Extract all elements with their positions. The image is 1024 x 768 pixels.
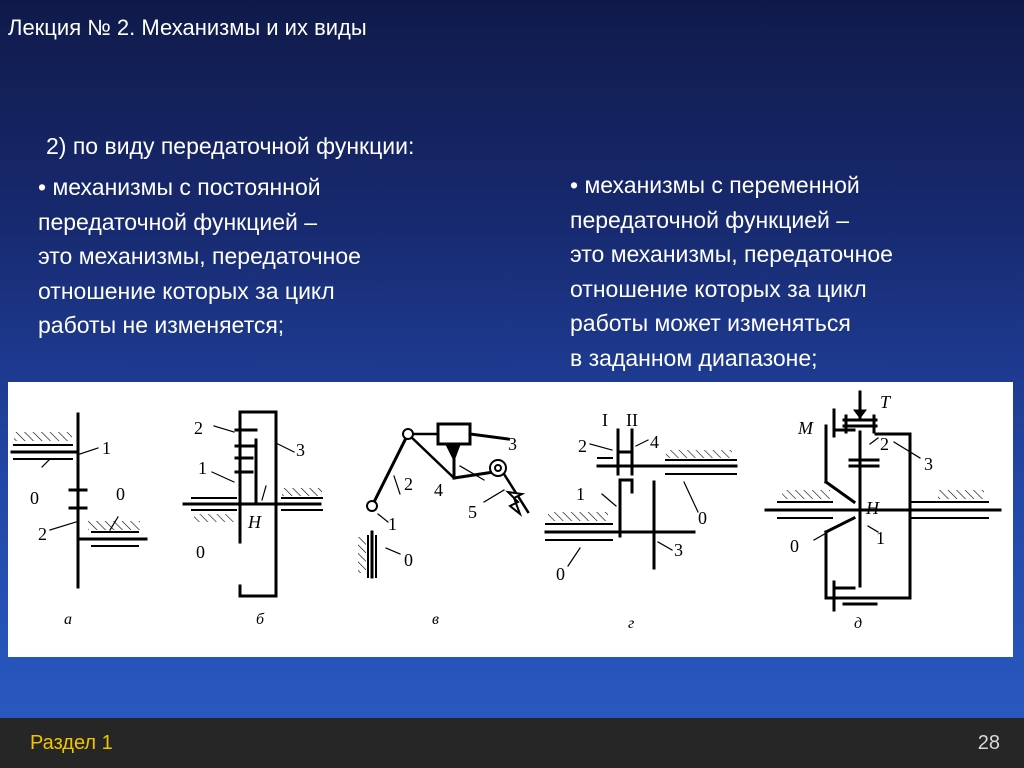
leader (278, 444, 294, 452)
label-b-2: 2 (194, 418, 203, 438)
scheme-captions (64, 611, 862, 632)
leader (80, 448, 98, 454)
leader (568, 548, 580, 566)
ground-hatch (358, 537, 366, 573)
text-line: • механизмы с переменной (570, 172, 860, 198)
caption-v: в (432, 611, 439, 628)
leader (214, 426, 234, 432)
label-a-2: 2 (38, 524, 47, 544)
leader (590, 444, 612, 450)
label-b-H: H (248, 512, 261, 532)
label-d-M: M (798, 418, 813, 438)
slider-4 (438, 424, 470, 444)
scheme-v (358, 424, 528, 577)
carrier-H (826, 518, 854, 532)
text-line: отношение которых за цикл (570, 275, 867, 302)
text-line: в заданном диапазоне; (570, 344, 818, 371)
label-b-3: 3 (296, 440, 305, 460)
caption-a: а (64, 611, 72, 628)
label-v-2: 2 (404, 474, 413, 494)
scheme-labels (30, 392, 933, 584)
joint (367, 501, 377, 511)
text-line: передаточной функцией – (570, 206, 850, 233)
leader (484, 490, 504, 502)
leader (602, 494, 616, 506)
constant-transfer-function-text (38, 170, 361, 343)
variable-transfer-function-text (570, 168, 893, 375)
ground-hatch (666, 450, 732, 458)
scheme-g (546, 430, 736, 568)
rod-3 (470, 434, 508, 439)
ground-hatch (938, 490, 984, 499)
label-g-0-right: 0 (698, 508, 707, 528)
label-v-1: 1 (388, 514, 397, 534)
label-v-3: 3 (508, 434, 517, 454)
joint (403, 429, 413, 439)
label-b-0: 0 (196, 542, 205, 562)
ground-hatch (194, 514, 234, 522)
slide-title: Лекция № 2. Механизмы и их виды (8, 15, 367, 40)
label-g-I: I (602, 410, 608, 430)
caption-b: б (256, 611, 265, 628)
leader (636, 440, 648, 446)
label-a-1: 1 (102, 438, 111, 458)
ground-hatch (548, 512, 608, 521)
label-d-T: T (880, 392, 891, 412)
leader (42, 459, 50, 467)
page-number: 28 (977, 732, 1000, 754)
label-a-0-right: 0 (116, 484, 125, 504)
caption-g: г (628, 615, 635, 632)
footer-bar (0, 718, 1024, 768)
text-line: передаточной функцией – (38, 208, 318, 235)
leader (50, 522, 76, 530)
label-a-0-left: 0 (30, 488, 39, 508)
arrow (854, 410, 866, 418)
label-g-II: II (626, 410, 638, 430)
label-d-H: H (866, 498, 879, 518)
leader (262, 486, 266, 500)
leader (212, 472, 234, 482)
text-line: работы может изменяться (570, 310, 851, 336)
link (454, 472, 494, 478)
ground-hatch (782, 490, 830, 499)
leader (394, 476, 400, 494)
caption-d: д (854, 615, 863, 632)
link-2 (372, 434, 408, 506)
label-g-0-left: 0 (556, 564, 565, 584)
ground-hatch (14, 432, 72, 441)
label-v-4: 4 (434, 480, 443, 500)
joint (495, 465, 501, 471)
mechanism-schemes-figure (8, 382, 1013, 657)
label-v-5: 5 (468, 502, 477, 522)
ground-hatch (88, 521, 140, 530)
leader (386, 548, 400, 554)
classification-subtitle: 2) по виду передаточной функции: (46, 133, 415, 159)
text-line: работы не изменяется; (38, 312, 285, 338)
label-g-1: 1 (576, 484, 585, 504)
label-d-1: 1 (876, 528, 885, 548)
leader (894, 442, 920, 458)
text-line: • механизмы с постоянной (38, 174, 321, 200)
label-g-3: 3 (674, 540, 683, 560)
leader (684, 482, 698, 512)
follower-tip (508, 492, 522, 514)
label-g-4: 4 (650, 432, 659, 452)
label-g-2: 2 (578, 436, 587, 456)
label-d-2: 2 (880, 434, 889, 454)
mechanism-schemes-svg (8, 382, 1013, 657)
wedge (446, 444, 460, 460)
label-b-1: 1 (198, 458, 207, 478)
label-d-0: 0 (790, 536, 799, 556)
text-line: это механизмы, передаточное (38, 243, 361, 269)
label-v-0: 0 (404, 550, 413, 570)
section-label: Раздел 1 (30, 732, 113, 754)
text-line: отношение которых за цикл (38, 277, 335, 304)
carrier-H (826, 482, 854, 502)
text-line: это механизмы, передаточное (570, 241, 893, 267)
label-d-3: 3 (924, 454, 933, 474)
leader (870, 438, 878, 444)
leader (378, 514, 388, 522)
leader (658, 542, 672, 550)
ground-hatch (282, 488, 322, 496)
